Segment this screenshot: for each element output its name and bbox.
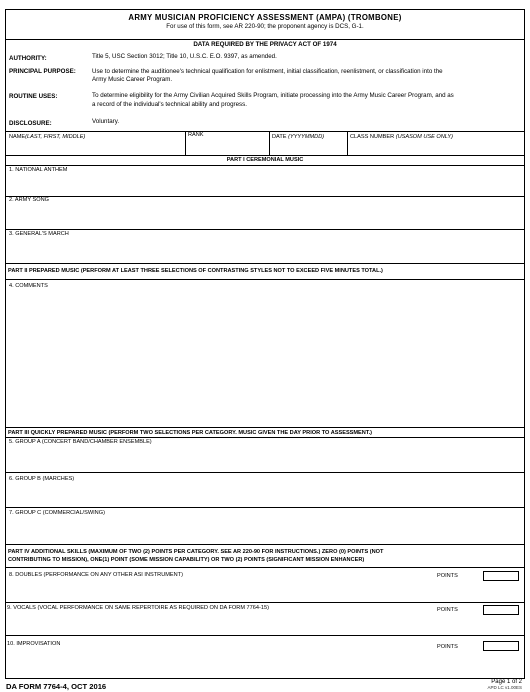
part1-heading: PART I CEREMONIAL MUSIC xyxy=(226,157,304,163)
divider xyxy=(185,131,186,155)
item-group-c-label: 7. GROUP C (COMMERCIAL/SWING) xyxy=(9,510,105,516)
divider xyxy=(6,635,524,636)
army-song-field[interactable] xyxy=(8,205,522,227)
page-number: Page 1 of 2 xyxy=(491,679,522,685)
routine-label: ROUTINE USES: xyxy=(9,93,58,100)
ampa-form xyxy=(5,9,525,679)
page-info xyxy=(487,679,522,690)
authority-text: Title 5, USC Section 3012; Title 10, U.S.C. E.O. 9397, as amended. xyxy=(92,53,277,60)
doubles-points-field[interactable] xyxy=(483,571,519,581)
form-number: DA FORM 7764-4, OCT 2016 xyxy=(6,682,107,691)
privacy-heading: DATA REQUIRED BY THE PRIVACY ACT OF 1974 xyxy=(193,41,337,48)
date-field[interactable] xyxy=(271,142,346,155)
comments-field[interactable] xyxy=(8,291,522,425)
name-field[interactable] xyxy=(8,142,184,155)
item-generals-march-label: 3. GENERAL'S MARCH xyxy=(9,231,69,237)
part2-heading: PART II PREPARED MUSIC (PERFORM AT LEAST THREE SELECTIONS OF CONTRASTING STYLES NOT TO EXCEED FIVE MINUTES TOTAL.) xyxy=(8,268,383,274)
divider xyxy=(6,427,524,428)
item-comments-label: 4. COMMENTS xyxy=(9,283,48,289)
routine-text-2: a record of the individual's technical ability and progress. xyxy=(92,101,247,108)
generals-march-field[interactable] xyxy=(8,239,522,261)
item-group-a-label: 5. GROUP A (CONCERT BAND/CHAMBER ENSEMBLE) xyxy=(9,439,152,445)
purpose-label: PRINCIPAL PURPOSE: xyxy=(9,68,76,75)
item-group-b-label: 6. GROUP B (MARCHES) xyxy=(9,476,75,482)
doubles-points-label: POINTS xyxy=(437,573,458,579)
group-a-field[interactable] xyxy=(8,447,522,471)
divider xyxy=(6,602,524,603)
part4-heading-line-1: PART IV ADDITIONAL SKILLS (MAXIMUM OF TWO (2) POINTS PER CATEGORY. SEE AR 220-90 FOR INSTRUCTIONS.) ZERO (0) POINTS (NOT xyxy=(8,549,384,555)
divider xyxy=(6,507,524,508)
purpose-text-2: Army Music Career Program. xyxy=(92,76,173,83)
form-title: ARMY MUSICIAN PROFICIENCY ASSESSMENT (AMPA) (TROMBONE) xyxy=(128,13,402,22)
item-vocals-label: 9. VOCALS (VOCAL PERFORMANCE ON SAME REPERTOIRE AS REQUIRED ON DA FORM 7764-15) xyxy=(7,605,269,611)
divider xyxy=(6,196,524,197)
item-army-song-label: 2. ARMY SONG xyxy=(9,197,49,203)
vocals-points-label: POINTS xyxy=(437,607,458,613)
item-improvisation-label: 10. IMPROVISATION xyxy=(7,641,61,647)
authority-label: AUTHORITY: xyxy=(9,55,47,62)
purpose-text-1: Use to determine the auditionee's technical qualification for enlistment, initial classification, reenlistment, or classification into the xyxy=(92,68,443,75)
divider xyxy=(6,472,524,473)
group-c-field[interactable] xyxy=(8,518,522,542)
name-label: NAME(LAST, FIRST, MIDDLE) xyxy=(9,134,86,140)
national-anthem-field[interactable] xyxy=(8,174,522,194)
divider xyxy=(6,279,524,280)
rank-label: RANK xyxy=(188,132,204,138)
divider xyxy=(6,131,524,132)
improvisation-points-field[interactable] xyxy=(483,641,519,651)
divider xyxy=(6,437,524,438)
group-b-field[interactable] xyxy=(8,484,522,506)
divider xyxy=(6,544,524,545)
disclosure-label: DISCLOSURE: xyxy=(9,120,52,127)
class-number-label: CLASS NUMBER (USASOM USE ONLY) xyxy=(350,134,454,140)
form-subtitle: For use of this form, see AR 220-90; the proponent agency is DCS, G-1. xyxy=(166,23,364,30)
improvisation-points-label: POINTS xyxy=(437,644,458,650)
divider xyxy=(347,131,348,155)
divider xyxy=(6,155,524,156)
item-national-anthem-label: 1. NATIONAL ANTHEM xyxy=(9,167,68,173)
part4-heading-line-2: CONTRIBUTING TO MISSION), ONE(1) POINT (SOME MISSION CAPABILITY) OR TWO (2) POINTS (SIGNIFICANT MISSION ENHANCER) xyxy=(8,557,365,563)
divider xyxy=(6,39,524,40)
date-label: DATE (YYYYMMDD) xyxy=(272,134,325,140)
divider xyxy=(6,229,524,230)
apd-version: APD LC v1.00ES xyxy=(487,685,522,690)
divider xyxy=(269,131,270,155)
rank-field[interactable] xyxy=(187,142,268,155)
divider xyxy=(6,567,524,568)
part3-heading: PART III QUICKLY PREPARED MUSIC (PERFORM TWO SELECTIONS PER CATEGORY. MUSIC GIVEN THE DAY PRIOR TO ASSESSMENT.) xyxy=(8,430,373,436)
divider xyxy=(6,165,524,166)
routine-text-1: To determine eligibility for the Army Civilian Acquired Skills Program, initiate processing into the Army Music Career Program, and as xyxy=(92,92,454,99)
vocals-points-field[interactable] xyxy=(483,605,519,615)
disclosure-text: Voluntary. xyxy=(92,118,120,125)
class-number-field[interactable] xyxy=(349,142,523,155)
item-doubles-label: 8. DOUBLES (PERFORMANCE ON ANY OTHER ASI INSTRUMENT) xyxy=(9,572,183,578)
divider xyxy=(6,263,524,264)
